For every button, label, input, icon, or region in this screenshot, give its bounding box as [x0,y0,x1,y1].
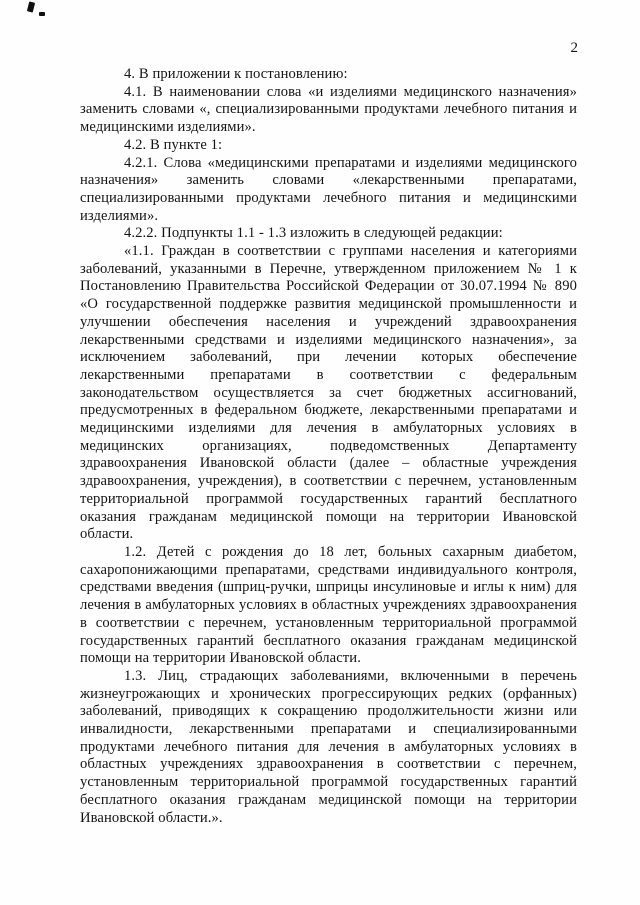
paragraph-4: 4. В приложении к постановлению: [124,66,348,82]
paragraph-1-2: 1.2. Детей с рождения до 18 лет, больных сахарным диабетом, сахаропонижающими препаратами, средствами индивидуального контроля, средствами введения (шприц-ручки, шприцы инсулиновые и иглы к ним) для лечения в амбулаторных условиях в областных учреждениях здравоохранения в соответствии с перечнем, установленным территориальной программой государственных гарантий бесплатного оказания гражданам медицинской помощи на территории Ивановской области. [80,543,577,667]
page-number: 2 [570,40,578,56]
document-body [80,66,577,827]
paragraph-1-3: 1.3. Лиц, страдающих заболеваниями, включенными в перечень жизнеугрожающих и хронических прогрессирующих редких (орфанных) заболеваний, приводящих к сокращению продолжительности жизни или инвалидности, лекарственными препаратами и специализированными продуктами лечебного питания для лечения в амбулаторных условиях в областных учреждениях здравоохранения в соответствии с перечнем, установленным территориальной программой государственных гарантий бесплатного оказания гражданам медицинской помощи на территории Ивановской области.». [80,667,577,826]
paragraph-4-2-1: 4.2.1. Слова «медицинскими препаратами и изделиями медицинского назначения» заменить словами «лекарственными препаратами, специализированными продуктами лечебного питания и медицинскими изделиями». [80,154,577,224]
paragraph-4-2: 4.2. В пункте 1: [124,136,223,153]
scan-artifact [27,1,35,12]
paragraph-4-1: 4.1. В наименовании слова «и изделиями медицинского назначения» заменить словами «, специализированными продуктами лечебного питания и медицинскими изделиями». [80,83,577,136]
paragraph-4-2-2: 4.2.2. Подпункты 1.1 - 1.3 изложить в следующей редакции: [124,225,503,242]
paragraph-1-1: «1.1. Граждан в соответствии с группами населения и категориями заболеваний, указанными в Перечне, утвержденном приложением № 1 к Постановлению Правительства Российской Федерации от 30.07.1994 № 890 «О государственной поддержке развития медицинской промышленности и улучшении обеспечения населения и учреждений здравоохранения лекарственными средствами и изделиями медицинского назначения», за исключением заболеваний, при лечении которых обеспечение лекарственными препаратами в соответствии с федеральным законодательством осуществляется за счет бюджетных ассигнований, предусмотренных в федеральном бюджете, лекарственными препаратами и медицинскими изделиями для лечения в амбулаторных условиях в медицинских организациях, подведомственных Департаменту здравоохранения Ивановской области (далее – областные учреждения здравоохранения, учреждения), в соответствии с перечнем, установленным территориальной программой государственных гарантий бесплатного оказания гражданам медицинской помощи на территории Ивановской области. [80,243,577,543]
scan-artifact [39,12,45,16]
